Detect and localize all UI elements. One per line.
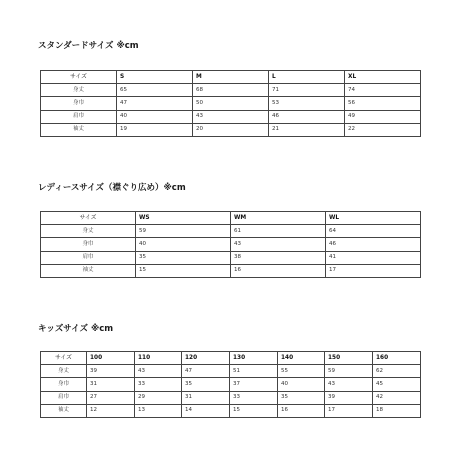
measure-label: 身丈 bbox=[41, 225, 136, 238]
table-cell: 43 bbox=[193, 110, 269, 123]
table-header-row bbox=[41, 352, 421, 365]
size-column-header: 160 bbox=[373, 352, 421, 365]
size-column-header: 150 bbox=[325, 352, 373, 365]
table-cell: 43 bbox=[231, 238, 326, 251]
table-cell: 35 bbox=[278, 391, 325, 404]
size-column-header: WL bbox=[326, 212, 421, 225]
table-cell: 71 bbox=[269, 84, 345, 97]
measure-label: 肩巾 bbox=[41, 251, 136, 264]
table-cell: 17 bbox=[326, 264, 421, 277]
table-cell: 15 bbox=[136, 264, 231, 277]
table-row bbox=[41, 365, 421, 378]
table-cell: 29 bbox=[135, 391, 182, 404]
table-cell: 43 bbox=[325, 378, 373, 391]
table-cell: 68 bbox=[193, 84, 269, 97]
table-row bbox=[41, 378, 421, 391]
table-cell: 56 bbox=[345, 97, 421, 110]
table-row bbox=[41, 391, 421, 404]
table-cell: 40 bbox=[117, 110, 193, 123]
table-cell: 14 bbox=[182, 404, 230, 417]
table-cell: 16 bbox=[231, 264, 326, 277]
table-cell: 16 bbox=[278, 404, 325, 417]
size-column-header: 140 bbox=[278, 352, 325, 365]
table-cell: 59 bbox=[136, 225, 231, 238]
table-cell: 47 bbox=[182, 365, 230, 378]
table-cell: 12 bbox=[87, 404, 135, 417]
table-cell: 39 bbox=[325, 391, 373, 404]
size-column-header: 130 bbox=[230, 352, 278, 365]
size-header-label: サイズ bbox=[41, 352, 87, 365]
measure-label: 肩巾 bbox=[41, 391, 87, 404]
measure-label: 身丈 bbox=[41, 365, 87, 378]
table-header-row bbox=[41, 212, 421, 225]
ladies-size-table bbox=[40, 211, 421, 278]
table-row bbox=[41, 238, 421, 251]
ladies-size-title: レディースサイズ（襟ぐり広め）※cm bbox=[38, 183, 186, 193]
table-cell: 47 bbox=[117, 97, 193, 110]
table-cell: 13 bbox=[135, 404, 182, 417]
standard-size-table bbox=[40, 70, 421, 137]
size-column-header: 110 bbox=[135, 352, 182, 365]
table-cell: 37 bbox=[230, 378, 278, 391]
size-column-header: XL bbox=[345, 71, 421, 84]
table-cell: 61 bbox=[231, 225, 326, 238]
table-cell: 43 bbox=[135, 365, 182, 378]
size-column-header: WM bbox=[231, 212, 326, 225]
kids-size-table bbox=[40, 351, 421, 418]
table-header-row bbox=[41, 71, 421, 84]
table-cell: 59 bbox=[325, 365, 373, 378]
size-column-header: WS bbox=[136, 212, 231, 225]
table-cell: 50 bbox=[193, 97, 269, 110]
table-cell: 41 bbox=[326, 251, 421, 264]
table-cell: 64 bbox=[326, 225, 421, 238]
measure-label: 袖丈 bbox=[41, 404, 87, 417]
measure-label: 身巾 bbox=[41, 378, 87, 391]
table-cell: 38 bbox=[231, 251, 326, 264]
table-cell: 27 bbox=[87, 391, 135, 404]
table-cell: 35 bbox=[182, 378, 230, 391]
measure-label: 身丈 bbox=[41, 84, 117, 97]
table-cell: 19 bbox=[117, 123, 193, 136]
size-column-header: M bbox=[193, 71, 269, 84]
table-row bbox=[41, 404, 421, 417]
measure-label: 袖丈 bbox=[41, 123, 117, 136]
table-cell: 53 bbox=[269, 97, 345, 110]
table-row bbox=[41, 123, 421, 136]
measure-label: 袖丈 bbox=[41, 264, 136, 277]
kids-size-title: キッズサイズ ※cm bbox=[38, 324, 114, 334]
table-cell: 45 bbox=[373, 378, 421, 391]
size-header-label: サイズ bbox=[41, 71, 117, 84]
table-cell: 31 bbox=[87, 378, 135, 391]
table-cell: 46 bbox=[326, 238, 421, 251]
size-column-header: S bbox=[117, 71, 193, 84]
table-cell: 46 bbox=[269, 110, 345, 123]
size-column-header: L bbox=[269, 71, 345, 84]
table-cell: 22 bbox=[345, 123, 421, 136]
table-cell: 74 bbox=[345, 84, 421, 97]
table-cell: 49 bbox=[345, 110, 421, 123]
table-cell: 55 bbox=[278, 365, 325, 378]
table-cell: 20 bbox=[193, 123, 269, 136]
table-cell: 39 bbox=[87, 365, 135, 378]
table-cell: 65 bbox=[117, 84, 193, 97]
table-cell: 62 bbox=[373, 365, 421, 378]
standard-size-title: スタンダードサイズ ※cm bbox=[38, 41, 139, 51]
table-cell: 17 bbox=[325, 404, 373, 417]
table-cell: 33 bbox=[135, 378, 182, 391]
table-row bbox=[41, 264, 421, 277]
table-row bbox=[41, 97, 421, 110]
table-cell: 31 bbox=[182, 391, 230, 404]
measure-label: 肩巾 bbox=[41, 110, 117, 123]
table-cell: 21 bbox=[269, 123, 345, 136]
measure-label: 身巾 bbox=[41, 238, 136, 251]
table-cell: 35 bbox=[136, 251, 231, 264]
table-row bbox=[41, 110, 421, 123]
table-row bbox=[41, 225, 421, 238]
table-cell: 33 bbox=[230, 391, 278, 404]
size-header-label: サイズ bbox=[41, 212, 136, 225]
size-column-header: 120 bbox=[182, 352, 230, 365]
table-row bbox=[41, 251, 421, 264]
table-row bbox=[41, 84, 421, 97]
table-cell: 40 bbox=[278, 378, 325, 391]
size-column-header: 100 bbox=[87, 352, 135, 365]
table-cell: 18 bbox=[373, 404, 421, 417]
measure-label: 身巾 bbox=[41, 97, 117, 110]
table-cell: 15 bbox=[230, 404, 278, 417]
table-cell: 40 bbox=[136, 238, 231, 251]
table-cell: 51 bbox=[230, 365, 278, 378]
table-cell: 42 bbox=[373, 391, 421, 404]
